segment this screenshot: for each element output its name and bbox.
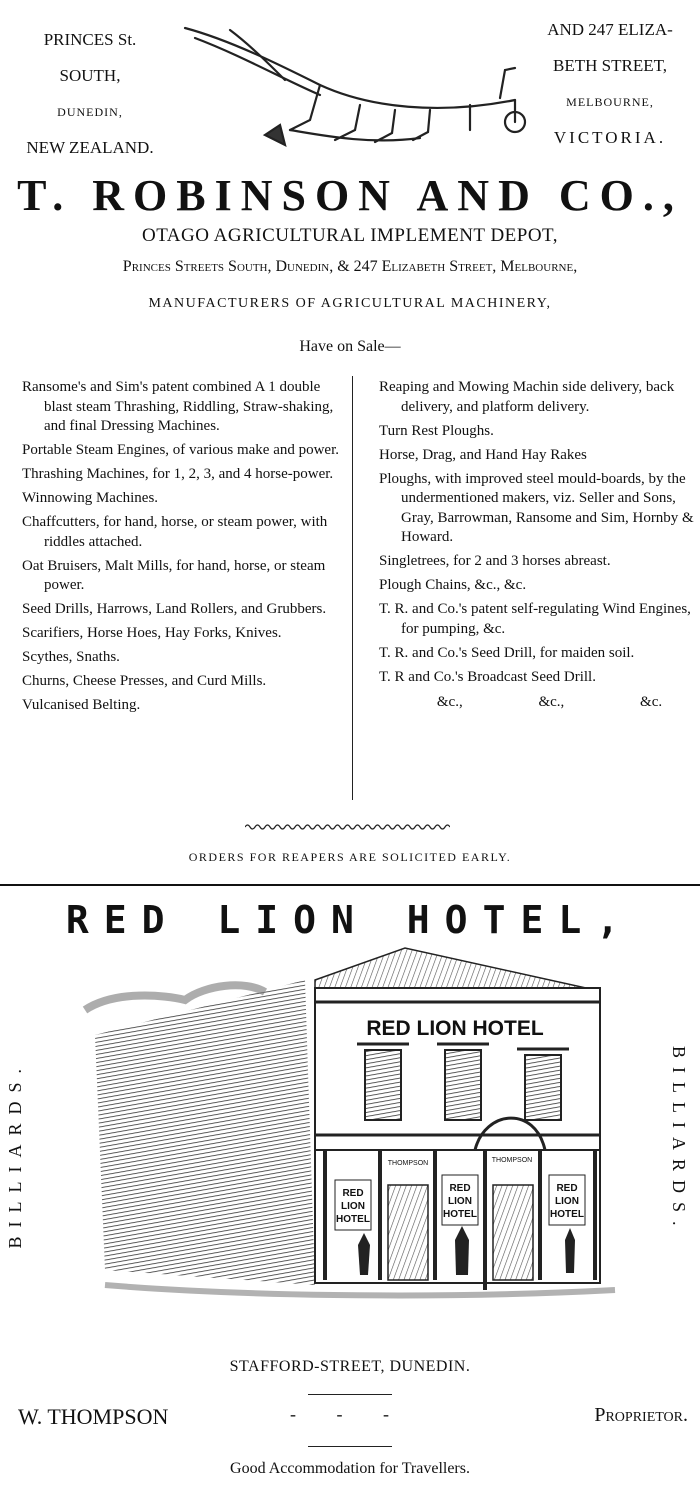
list-item: Seed Drills, Harrows, Land Rollers, and Grubbers. (22, 601, 327, 617)
window-sign-line: HOTEL (336, 1214, 370, 1225)
list-item: Portable Steam Engines, of various make and power. (22, 442, 340, 458)
arch-sign: THOMPSON (491, 1157, 533, 1164)
list-item: Horse, Drag, and Hand Hay Rakes (379, 446, 587, 463)
column-divider (352, 376, 353, 800)
address-line: PRINCES St. (43, 30, 137, 49)
manufacturers-heading: MANUFACTURERS OF AGRICULTURAL MACHINERY, (148, 296, 552, 311)
section-rule (0, 884, 700, 886)
hotel-title: RED LION HOTEL, (65, 898, 635, 942)
short-rule (308, 1394, 392, 1395)
etc-text: &c. (640, 694, 663, 710)
orders-note: ORDERS FOR REAPERS ARE SOLICITED EARLY. (188, 850, 512, 864)
list-item: Vulcanised Belting. (22, 697, 141, 713)
hotel-sign: RED LION HOTEL (366, 1017, 544, 1040)
list-item: Chaffcutters, for hand, horse, or steam power, with riddles attached. (22, 514, 328, 550)
window-sign-line: RED (449, 1183, 471, 1194)
list-item: Ransome's and Sim's patent combined A 1 double blast steam Thrashing, Riddling, Straw-shaking, and final Dressing Machines. (22, 379, 334, 434)
list-item: Singletrees, for 2 and 3 horses abreast. (379, 553, 611, 569)
list-item: Turn Rest Ploughs. (379, 422, 494, 439)
hotel-address: STAFFORD-STREET, DUNEDIN. (229, 1358, 471, 1375)
wavy-divider (245, 822, 450, 832)
list-item: Churns, Cheese Presses, and Curd Mills. (22, 673, 267, 689)
address-line: DUNEDIN, (57, 105, 123, 119)
list-item: Plough Chains, &c., &c. (379, 577, 527, 593)
window-sign-line: RED (342, 1188, 364, 1199)
window-sign-line: HOTEL (443, 1209, 477, 1220)
list-item: Scarifiers, Horse Hoes, Hay Forks, Knives. (22, 625, 282, 641)
list-item: T. R. and Co.'s patent self-regulating Wind Engines, for pumping, &c. (379, 601, 691, 637)
right-address-block (520, 12, 700, 156)
list-item: T. R and Co.'s Broadcast Seed Drill. (379, 668, 596, 685)
billiards-right: BILLIARDS. (669, 1046, 689, 1235)
list-item: Ploughs, with improved steel mould-boards, by the undermentioned makers, viz. Seller and Sons, Gray, Barrowman, Ransome and Sim, Hornby & Howard. (379, 470, 694, 545)
list-item: Thrashing Machines, for 1, 2, 3, and 4 horse-power. (22, 466, 334, 482)
proprietor-role: Proprietor. (594, 1404, 688, 1426)
proprietor-line (18, 1404, 688, 1430)
address-line: VICTORIA. (553, 128, 667, 147)
plough-illustration (170, 10, 540, 160)
left-address-block (0, 22, 180, 166)
window-sign-line: HOTEL (550, 1209, 584, 1220)
list-item: Oat Bruisers, Malt Mills, for hand, horse, or steam power. (22, 557, 326, 593)
etc-text: &c., (436, 694, 463, 710)
products-left-column (22, 378, 348, 720)
address-line: AND 247 ELIZA- (547, 20, 673, 39)
etc-text: &c., (538, 694, 565, 710)
address-line: SOUTH, (59, 66, 121, 85)
list-item: Scythes, Snaths. (22, 649, 120, 665)
hotel-illustration (75, 940, 635, 1340)
list-item: Winnowing Machines. (22, 490, 159, 506)
arch-sign: THOMPSON (387, 1160, 429, 1167)
address-line: MELBOURNE, (566, 95, 654, 109)
address-line: BETH STREET, (553, 56, 667, 75)
window-sign-line: LION (448, 1196, 472, 1207)
window-sign-line: RED (556, 1183, 578, 1194)
proprietor-name: W. THOMPSON (18, 1404, 169, 1429)
window-sign-line: LION (555, 1196, 579, 1207)
accommodation-note: Good Accommodation for Travellers. (230, 1460, 470, 1477)
billiards-left: BILLIARDS. (5, 1060, 25, 1249)
depot-subtitle: OTAGO AGRICULTURAL IMPLEMENT DEPOT, (141, 225, 559, 246)
company-addresses: Princes Streets South, Dunedin, & 247 Elizabeth Street, Melbourne, (122, 258, 578, 275)
company-title: T. ROBINSON AND CO., (17, 171, 683, 220)
leader-dashes: - - - (290, 1404, 389, 1424)
etc-line (379, 693, 700, 713)
short-rule (308, 1446, 392, 1447)
have-on-sale: Have on Sale— (299, 338, 401, 355)
list-item: Reaping and Mowing Machin side delivery, back delivery, and platform delivery. (379, 379, 675, 415)
address-line: NEW ZEALAND. (26, 138, 154, 157)
window-sign-line: LION (341, 1201, 365, 1212)
list-item: T. R. and Co.'s Seed Drill, for maiden soil. (379, 644, 635, 661)
products-right-column (379, 378, 700, 713)
